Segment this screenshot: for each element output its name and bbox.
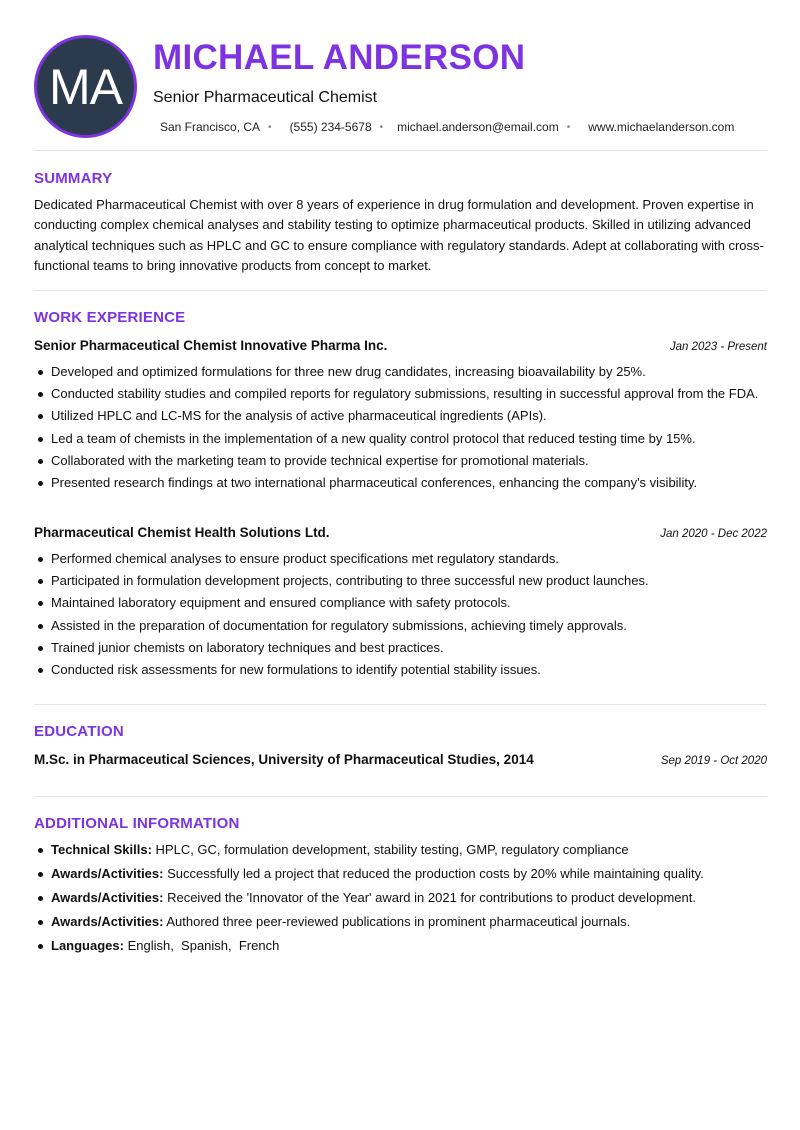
list-item: [34, 841, 767, 859]
candidate-title: Senior Pharmaceutical Chemist: [153, 89, 378, 106]
item-text: Successfully led a project that reduced the production costs by 20% while maintaining quality.: [163, 866, 704, 881]
contact-info: [160, 120, 734, 134]
job-bullets: [34, 363, 767, 496]
job-role-company: Pharmaceutical Chemist Health Solutions Ltd.: [34, 525, 330, 540]
job-dates: Jan 2020 - Dec 2022: [660, 528, 767, 540]
item-label: Awards/Activities:: [51, 866, 164, 881]
separator-dot-icon: •: [268, 121, 272, 133]
education-degree: M.Sc. in Pharmaceutical Sciences, University of Pharmaceutical Studies, 2014: [34, 752, 534, 767]
contact-phone: (555) 234-5678: [289, 120, 372, 134]
contact-location: San Francisco, CA: [160, 120, 261, 134]
separator-dot-icon: •: [379, 121, 384, 133]
list-item: [34, 889, 767, 907]
divider: [34, 796, 767, 797]
item-label: Awards/Activities:: [51, 890, 164, 905]
divider: [34, 290, 767, 291]
avatar-initials: MA: [49, 58, 122, 115]
list-item: Performed chemical analyses to ensure product specifications met regulatory standards.: [34, 550, 767, 568]
divider: [34, 704, 767, 705]
list-item: Collaborated with the marketing team to provide technical expertise for promotional materials.: [34, 452, 767, 470]
list-item: Maintained laboratory equipment and ensured compliance with safety protocols.: [34, 594, 767, 612]
education-dates: Sep 2019 - Oct 2020: [660, 755, 767, 767]
item-text: Received the 'Innovator of the Year' award in 2021 for contributions to product development.: [163, 890, 696, 905]
contact-email[interactable]: michael.anderson@email.com: [397, 120, 559, 134]
section-title-experience: WORK EXPERIENCE: [34, 309, 186, 326]
list-item: Assisted in the preparation of documentation for regulatory submissions, achieving timely approvals.: [34, 617, 767, 635]
item-text: HPLC, GC, formulation development, stability testing, GMP, regulatory compliance: [151, 842, 629, 857]
item-text: Authored three peer-reviewed publications in prominent pharmaceutical journals.: [163, 914, 631, 929]
avatar: [34, 35, 137, 138]
section-title-education: EDUCATION: [34, 723, 124, 740]
job-header: [34, 338, 767, 353]
list-item: Developed and optimized formulations for three new drug candidates, increasing bioavailability by 25%.: [34, 363, 767, 381]
list-item: Conducted stability studies and compiled reports for regulatory submissions, resulting in successful approval from the FDA.: [34, 385, 767, 403]
item-label: Technical Skills:: [51, 842, 152, 857]
job-role-company: Senior Pharmaceutical Chemist Innovative Pharma Inc.: [34, 338, 388, 353]
candidate-name: MICHAEL ANDERSON: [153, 38, 526, 77]
section-title-summary: SUMMARY: [34, 170, 113, 187]
list-item: Conducted risk assessments for new formulations to identify potential stability issues.: [34, 661, 767, 679]
contact-website[interactable]: www.michaelanderson.com: [588, 120, 735, 134]
separator-dot-icon: •: [566, 121, 571, 133]
item-label: Awards/Activities:: [51, 914, 164, 929]
list-item: Participated in formulation development projects, contributing to three successful new product launches.: [34, 572, 767, 590]
list-item: Led a team of chemists in the implementation of a new quality control protocol that reduced testing time by 15%.: [34, 430, 767, 448]
list-item: [34, 865, 767, 883]
job-bullets: [34, 550, 767, 683]
list-item: Utilized HPLC and LC-MS for the analysis of active pharmaceutical ingredients (APIs).: [34, 407, 767, 425]
list-item: [34, 937, 767, 955]
section-title-additional: ADDITIONAL INFORMATION: [34, 815, 240, 832]
job-dates: Jan 2023 - Present: [669, 341, 767, 353]
education-entry: [34, 752, 767, 767]
item-text: English, Spanish, French: [123, 938, 280, 953]
summary-text: Dedicated Pharmaceutical Chemist with over 8 years of experience in drug formulation and development. Proven expertise in conducting complex chemical analyses and stability testing to optimize pharmaceutical products. Skilled in utilizing advanced analytical techniques such as HPLC and GC to ensure compliance with regulatory standards. Adept at collaborating with cross-functional teams to bring innovative products from concept to market.: [34, 197, 764, 274]
additional-info-list: [34, 841, 767, 961]
list-item: [34, 913, 767, 931]
item-label: Languages:: [51, 938, 124, 953]
job-header: [34, 525, 767, 540]
divider: [34, 150, 767, 151]
list-item: Trained junior chemists on laboratory techniques and best practices.: [34, 639, 767, 657]
list-item: Presented research findings at two international pharmaceutical conferences, enhancing the company's visibility.: [34, 474, 767, 492]
